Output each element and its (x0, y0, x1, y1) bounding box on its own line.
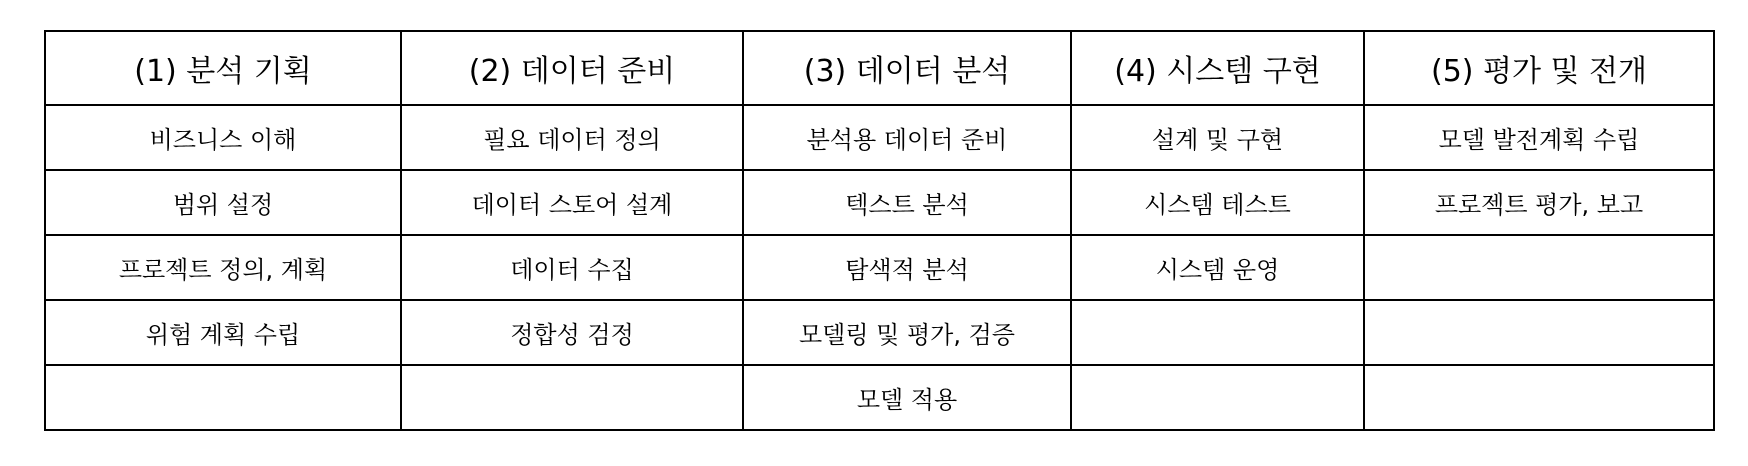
table-cell: 설계 및 구현 (1071, 105, 1364, 170)
header-phase-3: (3) 데이터 분석 (743, 31, 1071, 105)
table-cell: 위험 계획 수립 (45, 300, 401, 365)
table-cell: 탐색적 분석 (743, 235, 1071, 300)
table-cell-empty (1364, 235, 1714, 300)
header-row (45, 31, 1714, 105)
table-cell-empty (1071, 365, 1364, 430)
table-cell: 데이터 스토어 설계 (401, 170, 743, 235)
table-cell: 모델링 및 평가, 검증 (743, 300, 1071, 365)
table-body (45, 105, 1714, 430)
table-row (45, 170, 1714, 235)
table-cell-empty (1364, 365, 1714, 430)
header-phase-1: (1) 분석 기획 (45, 31, 401, 105)
table-cell: 필요 데이터 정의 (401, 105, 743, 170)
table-cell: 모델 발전계획 수립 (1364, 105, 1714, 170)
table-cell-empty (1071, 300, 1364, 365)
header-phase-4: (4) 시스템 구현 (1071, 31, 1364, 105)
analysis-phases-table (44, 30, 1715, 431)
table-cell-empty (45, 365, 401, 430)
table-cell: 데이터 수집 (401, 235, 743, 300)
table-cell: 범위 설정 (45, 170, 401, 235)
table-cell-empty (401, 365, 743, 430)
table-header (45, 31, 1714, 105)
table-row (45, 105, 1714, 170)
table-cell: 시스템 테스트 (1071, 170, 1364, 235)
table-cell: 시스템 운영 (1071, 235, 1364, 300)
table-row (45, 300, 1714, 365)
table-cell-empty (1364, 300, 1714, 365)
header-phase-2: (2) 데이터 준비 (401, 31, 743, 105)
header-phase-5: (5) 평가 및 전개 (1364, 31, 1714, 105)
table-row (45, 365, 1714, 430)
table-cell: 프로젝트 정의, 계획 (45, 235, 401, 300)
table-cell: 분석용 데이터 준비 (743, 105, 1071, 170)
table-cell: 프로젝트 평가, 보고 (1364, 170, 1714, 235)
table-cell: 비즈니스 이해 (45, 105, 401, 170)
table-row (45, 235, 1714, 300)
table-cell: 모델 적용 (743, 365, 1071, 430)
table-cell: 텍스트 분석 (743, 170, 1071, 235)
table-cell: 정합성 검정 (401, 300, 743, 365)
